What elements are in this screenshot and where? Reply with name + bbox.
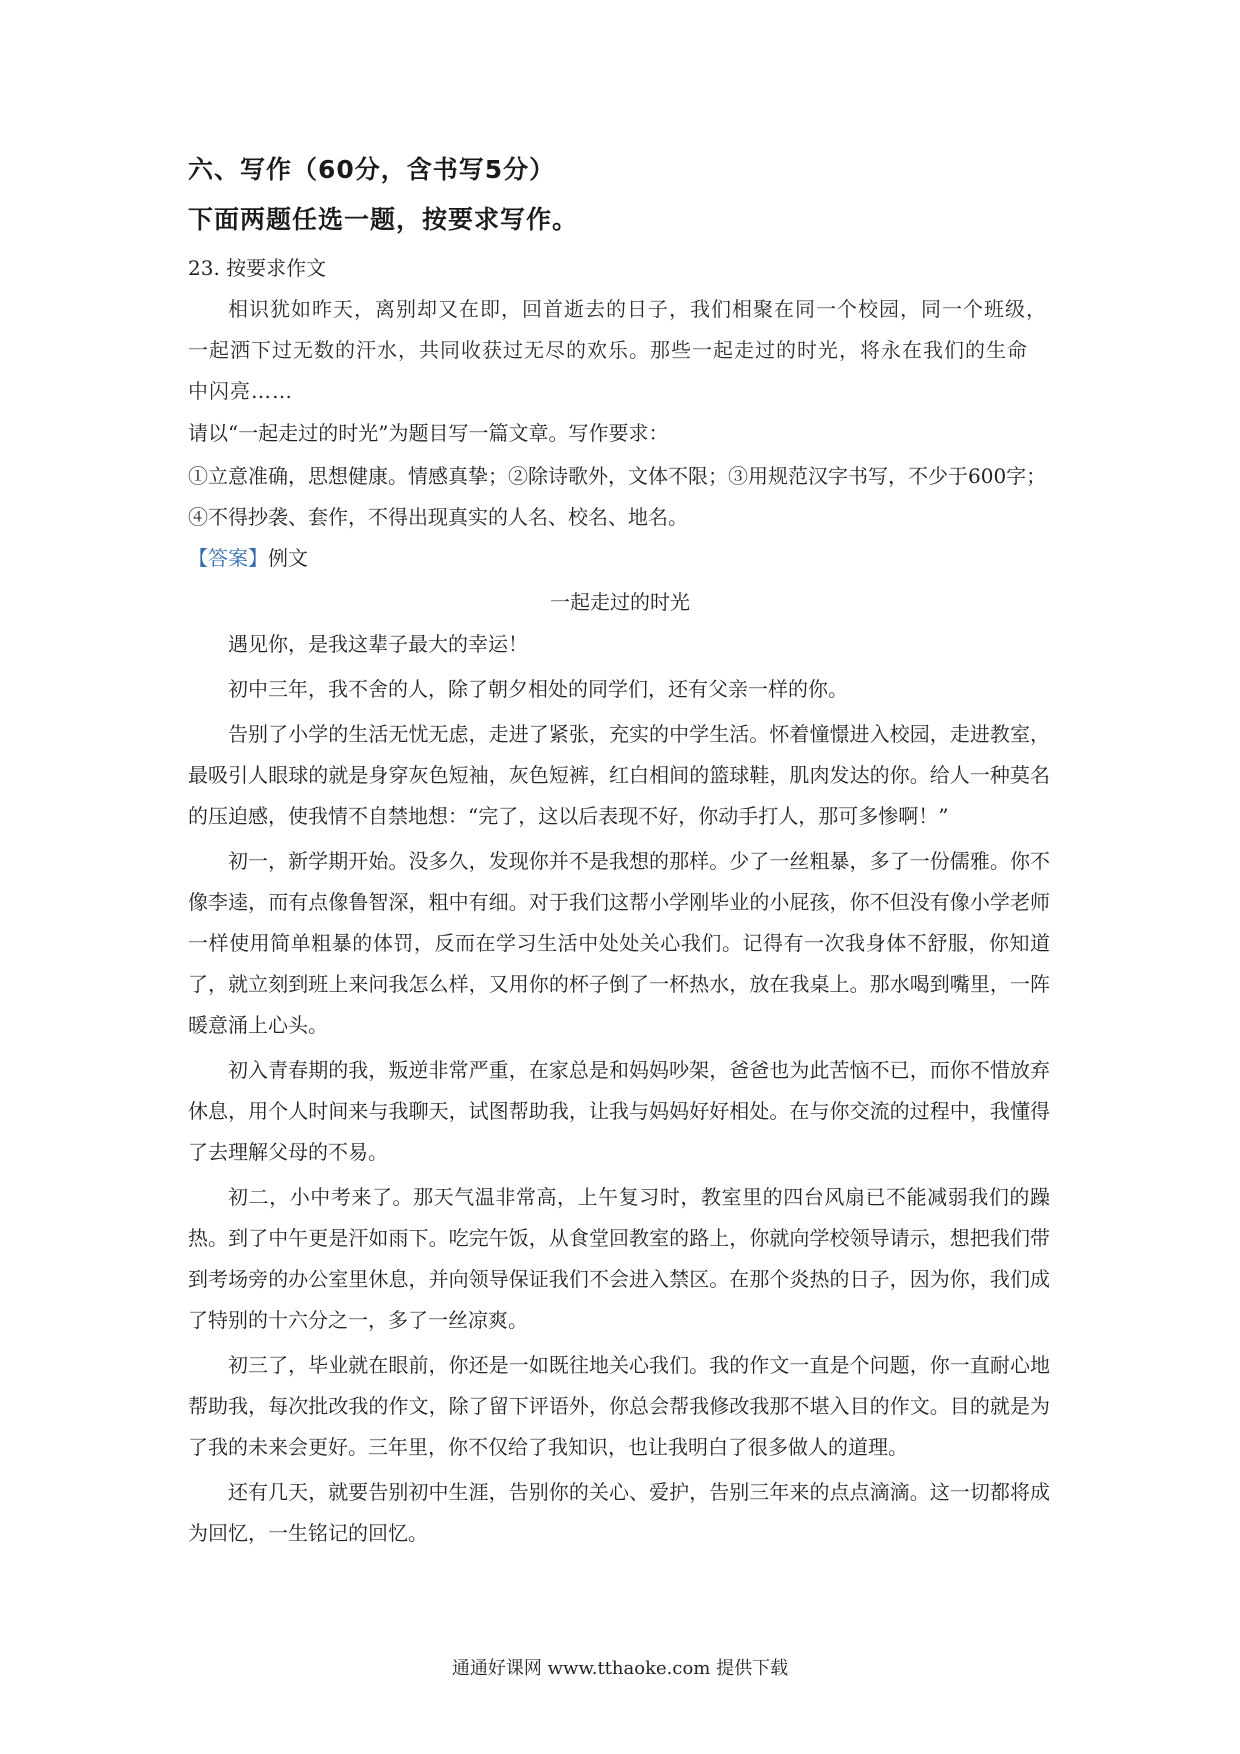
essay-body	[188, 624, 1050, 1558]
essay-paragraph: 初三了，毕业就在眼前，你还是一如既往地关心我们。我的作文一直是个问题，你一直耐心地帮助我，每次批改我的作文，除了留下评语外，你总会帮我修改我那不堪入目的作文。目的就是为了我的未来会更好。三年里，你不仅给了我知识，也让我明白了很多做人的道理。	[188, 1353, 1050, 1459]
essay-paragraph: 初一，新学期开始。没多久，发现你并不是我想的那样。少了一丝粗暴，多了一份儒雅。你不像李逵，而有点像鲁智深，粗中有细。对于我们这帮小学刚毕业的小屁孩，你不但没有像小学老师一样使用简单粗暴的体罚，反而在学习生活中处处关心我们。记得有一次我身体不舒服，你知道了，就立刻到班上来问我怎么样，又用你的杯子倒了一杯热水，放在我桌上。那水喝到嘴里，一阵暖意涌上心头。	[188, 849, 1050, 1037]
essay-paragraph: 遇见你，是我这辈子最大的幸运！	[228, 632, 528, 656]
requirement-title: 请以“一起走过的时光”为题目写一篇文章。写作要求：	[188, 421, 669, 445]
footer-source: 通通好课网 www.tthaoke.com 提供下载	[451, 1658, 789, 1679]
requirement-list: ①立意准确，思想健康。情感真挚；②除诗歌外，文体不限；③用规范汉字书写，不少于600字；④不得抄袭、套作，不得出现真实的人名、校名、地名。	[188, 464, 1047, 529]
essay-paragraph: 还有几天，就要告别初中生涯，告别你的关心、爱护，告别三年来的点点滴滴。这一切都将成为回忆，一生铭记的回忆。	[188, 1480, 1050, 1545]
essay-paragraph: 初二，小中考来了。那天气温非常高，上午复习时，教室里的四台风扇已不能减弱我们的躁热。到了中午更是汗如雨下。吃完午饭，从食堂回教室的路上，你就向学校领导请示，想把我们带到考场旁的办公室里休息，并向领导保证我们不会进入禁区。在那个炎热的日子，因为你，我们成了特别的十六分之一，多了一丝凉爽。	[188, 1185, 1050, 1332]
answer-line	[188, 542, 308, 571]
essay-paragraph: 初中三年，我不舍的人，除了朝夕相处的同学们，还有父亲一样的你。	[228, 677, 848, 701]
essay-paragraph: 初入青春期的我，叛逆非常严重，在家总是和妈妈吵架，爸爸也为此苦恼不已，而你不惜放弃休息，用个人时间来与我聊天，试图帮助我，让我与妈妈好好相处。在与你交流的过程中，我懂得了去理解父母的不易。	[188, 1058, 1050, 1164]
section-heading: 六、写作（60分，含书写5分）	[188, 155, 556, 184]
essay-paragraph: 告别了小学的生活无忧无虑，走进了紧张，充实的中学生活。怀着憧憬进入校园，走进教室，最吸引人眼球的就是身穿灰色短袖，灰色短裤，红白相间的篮球鞋，肌肉发达的你。给人一种莫名的压迫感，使我情不自禁地想：“完了，这以后表现不好，你动手打人，那可多惨啊！”	[188, 722, 1050, 828]
section-instruction: 下面两题任选一题，按要求写作。	[188, 205, 579, 234]
answer-tag: 【答案】	[188, 546, 268, 570]
essay-title: 一起走过的时光	[550, 590, 690, 614]
question-prompt: 相识犹如昨天，离别却又在即，回首逝去的日子，我们相聚在同一个校园，同一个班级，一起洒下过无数的汗水，共同收获过无尽的欢乐。那些一起走过的时光，将永在我们的生命中闪亮……	[188, 297, 1047, 403]
answer-label: 例文	[268, 546, 308, 570]
question-title: 23. 按要求作文	[188, 256, 327, 280]
